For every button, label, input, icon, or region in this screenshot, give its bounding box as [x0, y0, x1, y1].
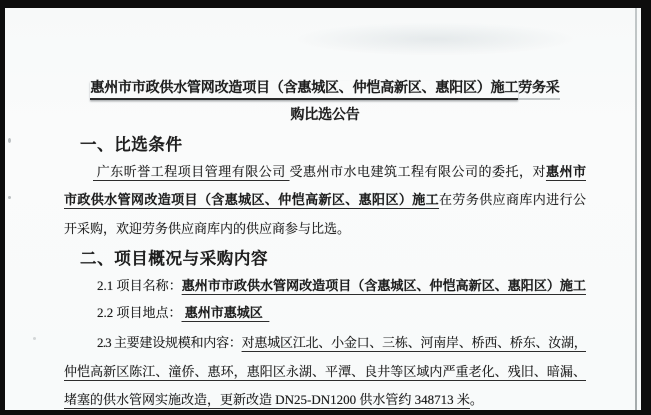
- item-2-3-value: 堵塞的供水管网实施改造，更新改造 DN25-DN1200 供水管约 348713 米: [64, 392, 470, 408]
- scan-speck: [33, 337, 36, 340]
- item-2-1-label: 2.1 项目名称：: [97, 278, 182, 293]
- scan-speck: [8, 196, 11, 199]
- item-2-3: [64, 329, 586, 415]
- section2-heading: 二、项目概况与采购内容: [80, 249, 269, 268]
- document-title-line1: [64, 75, 586, 102]
- page-edge-shadow: [635, 8, 637, 410]
- paragraph-text: 受惠州市水电建筑工程有限公司的委托，对: [289, 164, 546, 179]
- title-underlined-segment: 惠州市市政供水管网改造项目（含惠城区、仲恺高新区、惠阳区）施工: [90, 81, 518, 100]
- item-2-3-line3: [64, 386, 586, 415]
- item-2-2-label: 2.2 项目地点：: [97, 305, 182, 320]
- section1-heading: 一、比选条件: [80, 135, 183, 154]
- project-name-start: 惠州市: [545, 164, 586, 179]
- paragraph-line1: [64, 158, 586, 186]
- document-title-line2: 购比选公告: [290, 108, 360, 123]
- item-2-3-line1: [64, 329, 586, 358]
- item-2-1: [64, 276, 586, 296]
- agency-name: 广东昕誉工程项目管理有限公司: [93, 164, 290, 179]
- item-2-1-value: 惠州市市政供水管网改造项目（含惠城区、仲恺高新区、惠阳区）施工: [181, 278, 586, 293]
- document-page: [5, 8, 641, 410]
- scan-smudge: [295, 22, 575, 56]
- item-2-2-line: [64, 303, 586, 323]
- item-2-3-label: 2.3 主要建设规模和内容：: [97, 335, 242, 350]
- scan-speck: [8, 138, 11, 143]
- item-2-3-value-end: 。: [469, 392, 483, 408]
- item-2-2: [64, 303, 586, 323]
- section1-paragraph: [64, 158, 586, 243]
- item-2-1-line: [64, 276, 586, 296]
- item-2-3-value: 对惠城区江北、小金口、三栋、河南岸、桥西、桥东、汝湖，: [241, 335, 586, 350]
- title-plain-segment: 劳务采: [518, 81, 559, 100]
- item-2-3-line2: [64, 358, 586, 387]
- project-name-continued: 市政供水管网改造项目（含惠城区、仲恺高新区、惠阳区）施工: [64, 192, 440, 208]
- paragraph-text: 在劳务供应商库内进行公: [439, 192, 586, 208]
- document-title: [64, 75, 586, 129]
- paragraph-line3: 开采购，欢迎劳务供应商库内的供应商参与比选。: [64, 220, 351, 236]
- paragraph-line2: [64, 186, 586, 214]
- item-2-2-value: 惠州市惠城区: [181, 305, 270, 320]
- item-2-3-value: 仲恺高新区陈江、潼侨、惠环，惠阳区永湖、平潭、良井等区域内严重老化、残旧、暗漏、: [64, 363, 586, 379]
